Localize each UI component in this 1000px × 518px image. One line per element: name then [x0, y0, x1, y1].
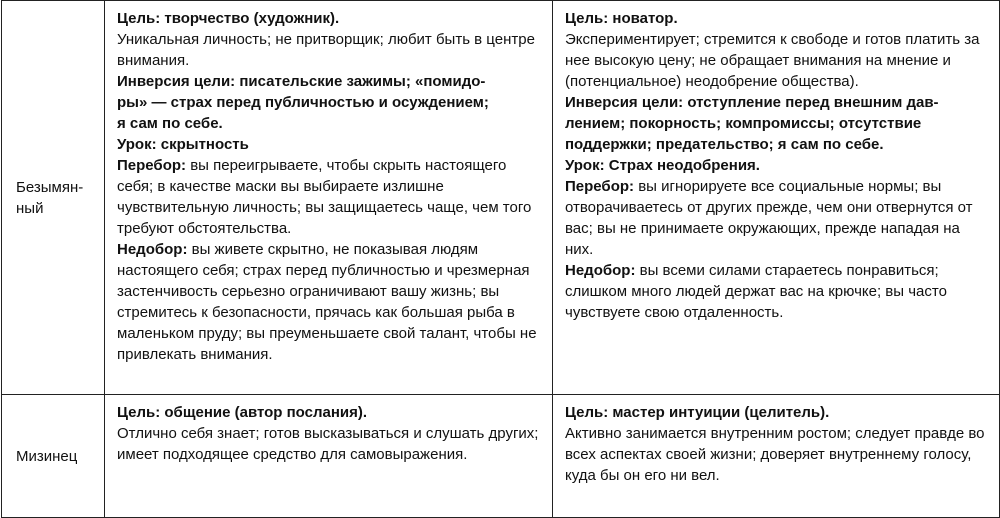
inversion-line: поддержки; предательство; я сам по себе. [565, 136, 884, 153]
table-row-little-finger [2, 395, 1000, 518]
row-label-ring-finger [2, 1, 105, 395]
cell-communication [105, 395, 553, 518]
deficit-paragraph [117, 239, 542, 365]
excess-label: Перебор: [565, 178, 635, 195]
lesson-heading: Урок: скрытность [117, 136, 249, 153]
excess-paragraph [117, 155, 542, 239]
row-label-line: ный [16, 199, 44, 217]
goal-heading: Цель: общение (автор послания). [117, 404, 368, 421]
deficit-label: Недобор: [565, 262, 636, 279]
inversion-line: лением; покорность; компромиссы; отсутствие [565, 115, 922, 132]
excess-text: вы переигрываете, чтобы скрыть настоящего себя; в качестве маски вы выбираете излишне чувствительную личность; вы защищаетесь чаще, чем того требуют обстоятельства. [117, 157, 532, 237]
goal-heading: Цель: новатор. [565, 10, 678, 27]
table-row-ring-finger [2, 1, 1000, 395]
goal-description: Активно занимается внутренним ростом; следует правде во всех аспектах своей жизни; доверяет внутреннему голосу, куда бы он его ни вел. [565, 425, 985, 484]
row-label-little-finger: Мизинец [2, 395, 105, 518]
row-label-line: Безымян- [16, 178, 84, 196]
deficit-text: вы живете скрытно, не показывая людям настоящего себя; страх перед публичностью и чрезмерная застенчивость серьезно ограничивают вашу жизнь; вы стремитесь к безопасности, прячась как большая рыба в маленьком пруду; вы преуменьшаете свой талант, чтобы не привлекать внимания. [117, 241, 537, 363]
deficit-text: вы всеми силами стараетесь понравиться; слишком много людей держат вас на крючке; вы часто чувствуете свою отдаленность. [565, 262, 947, 321]
deficit-label: Недобор: [117, 241, 188, 258]
lesson-heading: Урок: Страх неодобрения. [565, 157, 760, 174]
goal-heading: Цель: мастер интуиции (целитель). [565, 404, 830, 421]
inversion-line: ры» — страх перед публичностью и осуждением; [117, 94, 489, 111]
excess-paragraph [565, 176, 989, 260]
excess-text: вы игнорируете все социальные нормы; вы отворачиваетесь от других прежде, чем они отвернутся от вас; вы не принимаете окружающих, прежде нападая на них. [565, 178, 973, 258]
deficit-paragraph [565, 260, 989, 323]
finger-goals-table [1, 0, 1000, 518]
inversion-line: Инверсия цели: писательские зажимы; «помидо- [117, 73, 486, 90]
goal-description: Экспериментирует; стремится к свободе и готов платить за нее высокую цену; не обращает внимания на мнение и (потенциальное) неодобрение общества). [565, 31, 980, 90]
cell-intuition-master [553, 395, 1000, 518]
cell-innovator [553, 1, 1000, 395]
inversion-line: Инверсия цели: отступление перед внешним дав- [565, 94, 939, 111]
excess-label: Перебор: [117, 157, 187, 174]
cell-creativity [105, 1, 553, 395]
goal-heading: Цель: творчество (художник). [117, 10, 340, 27]
goal-description: Уникальная личность; не притворщик; любит быть в центре внимания. [117, 31, 535, 69]
inversion-line: я сам по себе. [117, 115, 223, 132]
goal-description: Отлично себя знает; готов высказываться и слушать других; имеет подходящее средство для самовыражения. [117, 425, 539, 463]
